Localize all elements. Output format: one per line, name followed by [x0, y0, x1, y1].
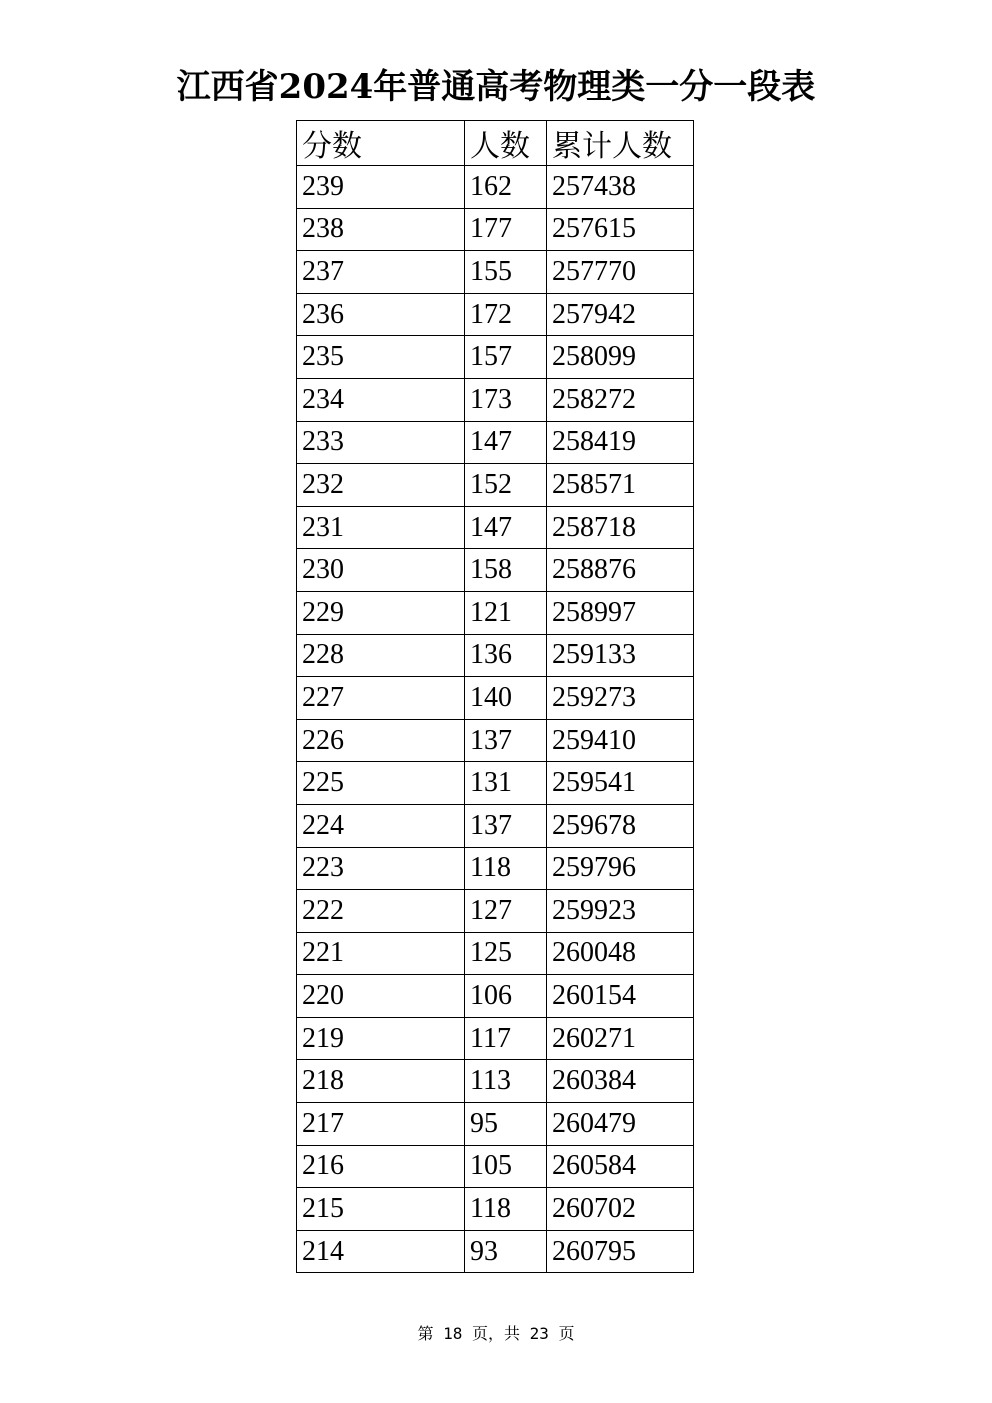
cell-cumulative: 257438 — [547, 166, 694, 209]
cell-score: 218 — [297, 1060, 465, 1103]
cell-score: 219 — [297, 1017, 465, 1060]
cell-cumulative: 257615 — [547, 208, 694, 251]
cell-cumulative: 259541 — [547, 762, 694, 805]
cell-cumulative: 258099 — [547, 336, 694, 379]
header-cumulative: 累计人数 — [547, 121, 694, 166]
cell-cumulative: 257942 — [547, 293, 694, 336]
cell-count: 118 — [465, 847, 547, 890]
score-table — [296, 120, 694, 1273]
cell-cumulative: 258997 — [547, 591, 694, 634]
table-row — [297, 251, 694, 294]
cell-cumulative: 257770 — [547, 251, 694, 294]
cell-count: 147 — [465, 506, 547, 549]
table-row — [297, 804, 694, 847]
cell-count: 93 — [465, 1230, 547, 1273]
cell-score: 231 — [297, 506, 465, 549]
cell-score: 233 — [297, 421, 465, 464]
cell-count: 173 — [465, 378, 547, 421]
cell-cumulative: 258876 — [547, 549, 694, 592]
cell-cumulative: 260702 — [547, 1188, 694, 1231]
cell-cumulative: 260154 — [547, 975, 694, 1018]
table-row — [297, 336, 694, 379]
cell-cumulative: 259273 — [547, 677, 694, 720]
cell-score: 228 — [297, 634, 465, 677]
table-row — [297, 719, 694, 762]
cell-score: 225 — [297, 762, 465, 805]
cell-score: 220 — [297, 975, 465, 1018]
cell-count: 158 — [465, 549, 547, 592]
table-row — [297, 1230, 694, 1273]
table-row — [297, 378, 694, 421]
table-row — [297, 591, 694, 634]
cell-cumulative: 260384 — [547, 1060, 694, 1103]
table-row — [297, 421, 694, 464]
cell-cumulative: 258571 — [547, 464, 694, 507]
cell-cumulative: 259133 — [547, 634, 694, 677]
table-row — [297, 677, 694, 720]
cell-count: 136 — [465, 634, 547, 677]
cell-score: 223 — [297, 847, 465, 890]
cell-score: 216 — [297, 1145, 465, 1188]
cell-cumulative: 260584 — [547, 1145, 694, 1188]
table-row — [297, 890, 694, 933]
cell-score: 234 — [297, 378, 465, 421]
table-row — [297, 932, 694, 975]
cell-cumulative: 258718 — [547, 506, 694, 549]
cell-cumulative: 260271 — [547, 1017, 694, 1060]
cell-count: 147 — [465, 421, 547, 464]
cell-count: 113 — [465, 1060, 547, 1103]
cell-score: 226 — [297, 719, 465, 762]
header-count: 人数 — [465, 121, 547, 166]
cell-score: 224 — [297, 804, 465, 847]
table-row — [297, 1103, 694, 1146]
cell-count: 177 — [465, 208, 547, 251]
table-row — [297, 464, 694, 507]
cell-count: 106 — [465, 975, 547, 1018]
table-row — [297, 293, 694, 336]
cell-cumulative: 260479 — [547, 1103, 694, 1146]
cell-count: 137 — [465, 719, 547, 762]
table-row — [297, 634, 694, 677]
table-row — [297, 1188, 694, 1231]
cell-count: 162 — [465, 166, 547, 209]
cell-count: 152 — [465, 464, 547, 507]
cell-cumulative: 258419 — [547, 421, 694, 464]
cell-score: 214 — [297, 1230, 465, 1273]
table-header-row — [297, 121, 694, 166]
cell-score: 227 — [297, 677, 465, 720]
cell-score: 221 — [297, 932, 465, 975]
cell-count: 118 — [465, 1188, 547, 1231]
table-row — [297, 208, 694, 251]
table-row — [297, 762, 694, 805]
cell-cumulative: 259410 — [547, 719, 694, 762]
cell-score: 222 — [297, 890, 465, 933]
page-footer: 第 18 页，共 23 页 — [417, 1324, 575, 1343]
cell-count: 117 — [465, 1017, 547, 1060]
cell-score: 236 — [297, 293, 465, 336]
table-row — [297, 166, 694, 209]
cell-cumulative: 259923 — [547, 890, 694, 933]
table-row — [297, 975, 694, 1018]
cell-score: 237 — [297, 251, 465, 294]
cell-cumulative: 260048 — [547, 932, 694, 975]
cell-count: 121 — [465, 591, 547, 634]
cell-score: 217 — [297, 1103, 465, 1146]
table-row — [297, 549, 694, 592]
cell-count: 157 — [465, 336, 547, 379]
table-row — [297, 1145, 694, 1188]
table-row — [297, 506, 694, 549]
cell-count: 137 — [465, 804, 547, 847]
table-row — [297, 1017, 694, 1060]
cell-count: 155 — [465, 251, 547, 294]
cell-cumulative: 260795 — [547, 1230, 694, 1273]
cell-count: 125 — [465, 932, 547, 975]
cell-count: 105 — [465, 1145, 547, 1188]
cell-score: 239 — [297, 166, 465, 209]
cell-count: 140 — [465, 677, 547, 720]
table-row — [297, 847, 694, 890]
cell-score: 232 — [297, 464, 465, 507]
table-body — [297, 166, 694, 1273]
cell-score: 230 — [297, 549, 465, 592]
cell-count: 127 — [465, 890, 547, 933]
cell-score: 229 — [297, 591, 465, 634]
cell-cumulative: 259796 — [547, 847, 694, 890]
cell-score: 215 — [297, 1188, 465, 1231]
header-score: 分数 — [297, 121, 465, 166]
page-title: 江西省2024年普通高考物理类一分一段表 — [176, 67, 816, 107]
cell-count: 172 — [465, 293, 547, 336]
cell-cumulative: 258272 — [547, 378, 694, 421]
table-row — [297, 1060, 694, 1103]
cell-count: 131 — [465, 762, 547, 805]
cell-score: 238 — [297, 208, 465, 251]
cell-score: 235 — [297, 336, 465, 379]
cell-cumulative: 259678 — [547, 804, 694, 847]
cell-count: 95 — [465, 1103, 547, 1146]
